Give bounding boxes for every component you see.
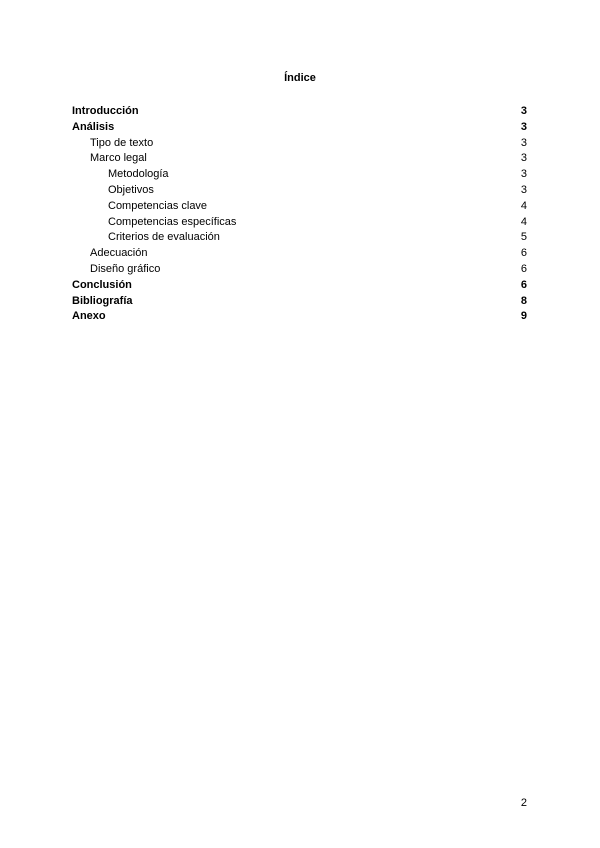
toc-entry-label: Adecuación bbox=[90, 247, 148, 260]
toc-entry-label: Marco legal bbox=[90, 152, 147, 165]
toc-entry-analisis[interactable] bbox=[72, 120, 527, 136]
toc-entry-label: Diseño gráfico bbox=[90, 262, 161, 275]
toc-entry-page: 8 bbox=[520, 294, 527, 307]
toc-entry-label: Competencias clave bbox=[108, 199, 208, 212]
toc-entry-label: Competencias específicas bbox=[108, 215, 237, 228]
toc-entry-label: Bibliografía bbox=[72, 294, 133, 307]
toc-entry-page: 3 bbox=[520, 120, 527, 133]
toc-entry-introduccion[interactable] bbox=[72, 104, 527, 120]
toc-entry-criterios-de-evaluacion[interactable] bbox=[72, 230, 527, 246]
toc-entry-page: 4 bbox=[520, 199, 527, 212]
toc-entry-label: Metodología bbox=[108, 168, 169, 181]
toc-entry-tipo-de-texto[interactable] bbox=[72, 136, 527, 152]
toc-entry-label: Criterios de evaluación bbox=[108, 231, 220, 244]
toc-entry-metodologia[interactable] bbox=[72, 167, 527, 183]
toc-entry-page: 3 bbox=[520, 105, 527, 117]
toc-entry-label: Objetivos bbox=[108, 183, 154, 196]
page-number: 2 bbox=[520, 797, 527, 809]
toc-entry-page: 6 bbox=[520, 247, 527, 260]
toc-entry-page: 6 bbox=[520, 262, 527, 275]
toc-entry-page: 5 bbox=[520, 231, 527, 244]
toc-entry-competencias-especificas[interactable] bbox=[72, 215, 527, 231]
toc-entry-page: 6 bbox=[520, 278, 527, 291]
toc-entry-conclusion[interactable] bbox=[72, 278, 527, 294]
toc-entry-adecuacion[interactable] bbox=[72, 246, 527, 262]
toc-entry-page: 9 bbox=[520, 310, 527, 323]
toc-entry-objetivos[interactable] bbox=[72, 183, 527, 199]
toc-entry-label: Anexo bbox=[72, 310, 106, 323]
toc-entry-diseno-grafico[interactable] bbox=[72, 262, 527, 278]
toc-entry-competencias-clave[interactable] bbox=[72, 199, 527, 215]
toc-entry-page: 3 bbox=[520, 183, 527, 196]
toc-entry-bibliografia[interactable] bbox=[72, 294, 527, 310]
toc-entry-label: Tipo de texto bbox=[90, 136, 154, 149]
toc-entry-anexo[interactable] bbox=[72, 309, 527, 325]
toc-entry-page: 3 bbox=[520, 168, 527, 181]
toc-entry-page: 3 bbox=[520, 152, 527, 165]
page-title: Índice bbox=[284, 72, 316, 84]
toc-entry-page: 3 bbox=[520, 136, 527, 149]
toc-entry-marco-legal[interactable] bbox=[72, 151, 527, 167]
toc-entry-label: Introducción bbox=[72, 105, 139, 117]
toc-entry-label: Conclusión bbox=[72, 278, 132, 291]
table-of-contents bbox=[72, 104, 527, 325]
toc-entry-label: Análisis bbox=[72, 120, 115, 133]
toc-entry-page: 4 bbox=[520, 215, 527, 228]
